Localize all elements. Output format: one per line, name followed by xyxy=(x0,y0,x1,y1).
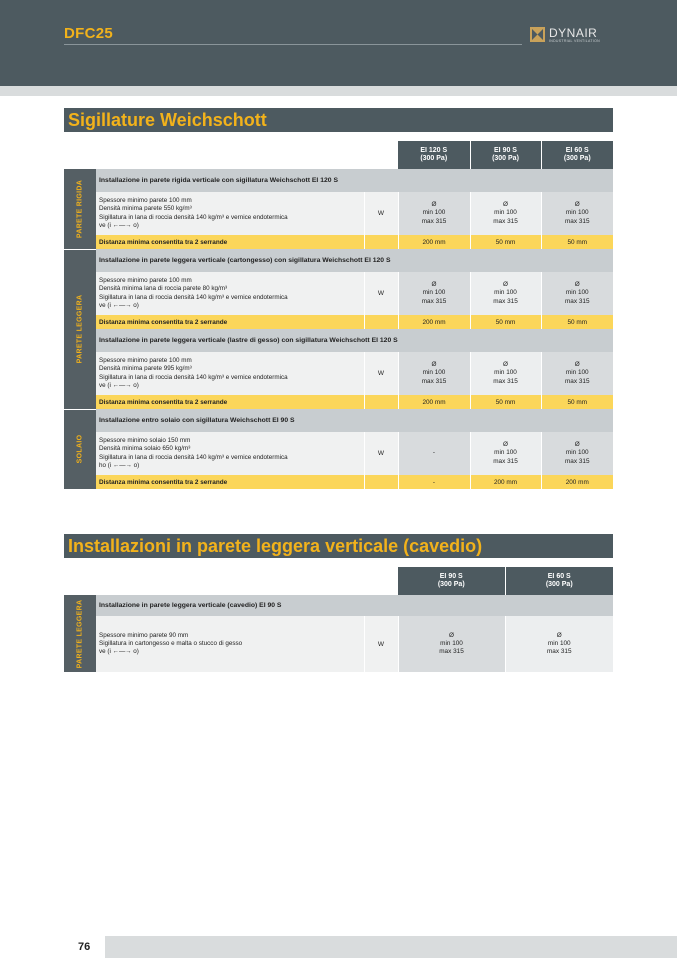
distance-label: Distanza minima consentita tra 2 serrande xyxy=(96,395,364,409)
document-code: DFC25 xyxy=(64,25,114,42)
installation-title: Installazione in parete leggera verticale (lastre di gesso) con sigillatura Weichschott EI 120 S xyxy=(96,329,613,352)
value-cell: Ø min 100 max 315 xyxy=(398,616,505,672)
specifications: Spessore minimo parete 100 mm Densità minima lana di roccia parete 80 kg/m³ Sigillatura in lana di roccia densità 140 kg/m³ e vernice endotermica ve (i ←—→ o) xyxy=(96,272,364,315)
footer-bar xyxy=(105,936,677,958)
distance-value: 200 mm xyxy=(541,475,613,489)
specifications: Spessore minimo parete 100 mm Densità minima parete 550 kg/m³ Sigillatura in lana di roccia densità 140 kg/m³ e vernice endotermica ve (i ←—→ o) xyxy=(96,192,364,235)
header-divider xyxy=(64,44,522,45)
specifications: Spessore minimo parete 100 mm Densità minima parete 995 kg/m³ Sigillatura in lana di roccia densità 140 kg/m³ e vernice endotermica ve (i ←—→ o) xyxy=(96,352,364,395)
distance-value: 50 mm xyxy=(541,235,613,249)
dimension-w: W xyxy=(364,272,398,315)
distance-row xyxy=(64,315,613,329)
installation-title: Installazione entro solaio con sigillatura Weichschott EI 90 S xyxy=(96,409,613,432)
table-row xyxy=(64,192,613,235)
value-cell: Ø min 100 max 315 xyxy=(505,616,613,672)
distance-value: 200 mm xyxy=(470,475,541,489)
weichschott-table xyxy=(64,141,613,489)
installation-title: Installazione in parete leggera verticale (cartongesso) con sigillatura Weichschott EI 120 S xyxy=(96,249,613,272)
dimension-w: W xyxy=(364,616,398,672)
table-row xyxy=(64,272,613,315)
value-cell: Ø min 100 max 315 xyxy=(470,192,541,235)
distance-value: 50 mm xyxy=(470,395,541,409)
value-cell: Ø min 100 max 315 xyxy=(398,192,470,235)
distance-value: 200 mm xyxy=(398,235,470,249)
logo-mark-icon xyxy=(530,27,545,42)
distance-value: 50 mm xyxy=(541,395,613,409)
distance-value: 200 mm xyxy=(398,315,470,329)
distance-value: 50 mm xyxy=(470,315,541,329)
table-row xyxy=(64,352,613,395)
value-cell: Ø min 100 max 315 xyxy=(470,352,541,395)
logo-text: DYNAIR xyxy=(549,26,598,40)
distance-row xyxy=(64,235,613,249)
dimension-w: W xyxy=(364,192,398,235)
cavedio-table xyxy=(64,567,613,672)
value-cell: Ø min 100 max 315 xyxy=(541,272,613,315)
column-header: EI 60 S (300 Pa) xyxy=(505,567,613,595)
distance-label: Distanza minima consentita tra 2 serrande xyxy=(96,315,364,329)
value-cell: Ø min 100 max 315 xyxy=(398,352,470,395)
side-label-solaio: SOLAIO xyxy=(64,409,96,489)
installation-title: Installazione in parete leggera verticale (cavedio) EI 90 S xyxy=(96,595,613,616)
distance-value: 50 mm xyxy=(541,315,613,329)
value-cell: Ø min 100 max 315 xyxy=(470,432,541,475)
distance-value: 50 mm xyxy=(470,235,541,249)
installation-title: Installazione in parete rigida verticale con sigillatura Weichschott EI 120 S xyxy=(96,169,613,192)
side-label-parete-leggera: PARETE LEGGERA xyxy=(64,249,96,409)
value-cell: Ø min 100 max 315 xyxy=(470,272,541,315)
value-cell: - xyxy=(398,432,470,475)
value-cell: Ø min 100 max 315 xyxy=(398,272,470,315)
distance-value: 200 mm xyxy=(398,395,470,409)
section-title-cavedio: Installazioni in parete leggera verticale (cavedio) xyxy=(64,534,613,558)
distance-row xyxy=(64,475,613,489)
side-label-parete-leggera: PARETE LEGGERA xyxy=(64,595,96,672)
dimension-w: W xyxy=(364,432,398,475)
table-row xyxy=(64,616,613,672)
column-header: EI 60 S (300 Pa) xyxy=(541,141,613,169)
distance-label: Distanza minima consentita tra 2 serrande xyxy=(96,235,364,249)
dimension-w: W xyxy=(364,352,398,395)
table-row xyxy=(64,432,613,475)
distance-label: Distanza minima consentita tra 2 serrande xyxy=(96,475,364,489)
table-header-row xyxy=(64,567,613,595)
distance-row xyxy=(64,395,613,409)
table-header-row xyxy=(64,141,613,169)
page-header xyxy=(0,0,677,86)
value-cell: Ø min 100 max 315 xyxy=(541,352,613,395)
section-title-weichschott: Sigillature Weichschott xyxy=(64,108,613,132)
column-header: EI 120 S (300 Pa) xyxy=(398,141,470,169)
value-cell: Ø min 100 max 315 xyxy=(541,192,613,235)
specifications: Spessore minimo parete 90 mm Sigillatura in cartongesso e malta o stucco di gesso ve (i ←—→ o) xyxy=(96,616,364,672)
side-label-parete-rigida: PARETE RIGIDA xyxy=(64,169,96,249)
column-header: EI 90 S (300 Pa) xyxy=(398,567,505,595)
value-cell: Ø min 100 max 315 xyxy=(541,432,613,475)
distance-value: - xyxy=(398,475,470,489)
logo-subtitle: INDUSTRIAL VENTILATION xyxy=(549,39,600,43)
page-number: 76 xyxy=(78,941,91,953)
specifications: Spessore minimo solaio 150 mm Densità minima solaio 650 kg/m³ Sigillatura in lana di roccia densità 140 kg/m³ e vernice endotermica ho (i ←—→ o) xyxy=(96,432,364,475)
dynair-logo xyxy=(530,27,622,45)
header-stripe xyxy=(0,86,677,96)
column-header: EI 90 S (300 Pa) xyxy=(470,141,541,169)
